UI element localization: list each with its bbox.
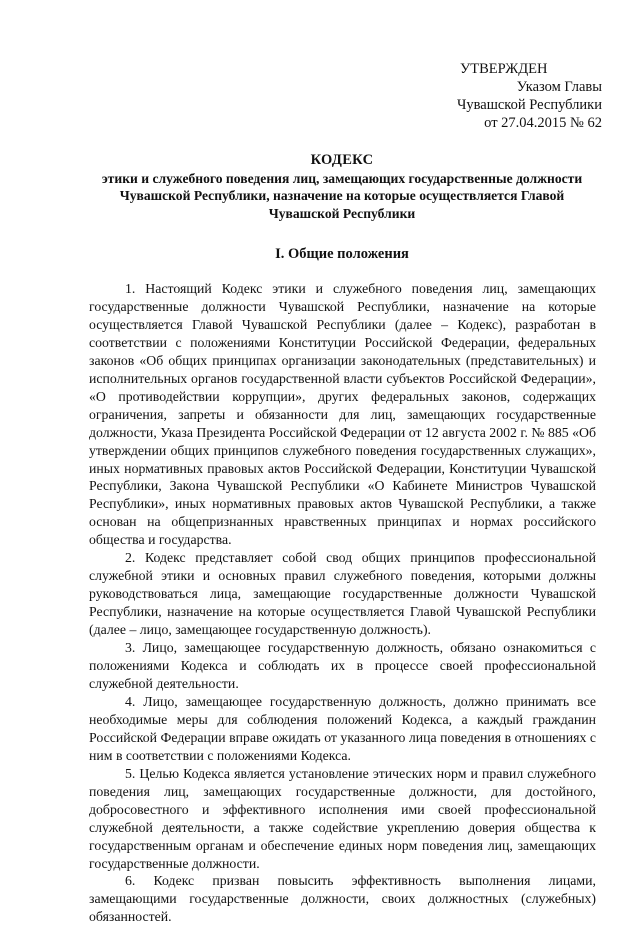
- paragraph-6: 6. Кодекс призван повысить эффективность выполнения лицами, замещающими государственные должности, своих должностных (служебных) обязанностей.: [89, 873, 596, 925]
- document-title-main: КОДЕКС: [310, 152, 374, 168]
- paragraph-1: 1. Настоящий Кодекс этики и служебного поведения лиц, замещающих государственные должности Чувашской Республики, назначение на которые осуществляется Главой Чувашской Республики (далее – Кодекс), разработан в соответствии с положениями Конституции Российской Федерации, федеральных законов «Об общих принципах организации законодательных (представительных) и исполнительных органов государственной власти субъектов Российской Федерации», «О противодействии коррупции», других федеральных законов, содержащих ограничения, запреты и обязанности для лиц, замещающих государственные должности, Указа Президента Российской Федерации от 12 августа 2002 г. № 885 «Об утверждении общих принципов служебного поведения государственных служащих», иных нормативных правовых актов Российской Федерации, Конституции Чувашской Республики, Закона Чувашской Республики «О Кабинете Министров Чувашской Республики», иных нормативных правовых актов Чувашской Республики, а также основан на общепризнанных нравственных принципах и нормах российского общества и государства.: [89, 281, 596, 548]
- approval-date-number: от 27.04.2015 № 62: [484, 115, 602, 131]
- approval-authority: Чувашской Республики: [456, 97, 602, 113]
- paragraph-5: 5. Целью Кодекса является установление этических норм и правил служебного поведения лиц, замещающих государственные должности, для достойного, добросовестного и эффективного исполнения ими своей профессиональной служебной деятельности, а также содействие укреплению доверия общества к государственным органам и обеспечение единых норм поведения лиц, замещающих государственные должности.: [89, 765, 596, 871]
- approval-stamp: [402, 60, 602, 132]
- document-body: [89, 280, 596, 926]
- paragraph-4: 4. Лицо, замещающее государственную должность, должно принимать все необходимые меры для соблюдения положений Кодекса, а каждый гражданин Российской Федерации вправе ожидать от указанного лица поведения в отношениях с ним в соответствии с положениями Кодекса.: [89, 693, 596, 763]
- paragraph-2: 2. Кодекс представляет собой свод общих принципов профессиональной служебной этики и основных правил служебного поведения, которыми должны руководствоваться лица, замещающие государственные должности Чувашской Республики, назначение на которые осуществляется Главой Чувашской Республики (далее – лицо, замещающее государственную должность).: [89, 550, 596, 638]
- section-heading: I. Общие положения: [275, 246, 409, 262]
- paragraph-3: 3. Лицо, замещающее государственную должность, обязано ознакомиться с положениями Кодекса и соблюдать их в процессе своей профессиональной служебной деятельности.: [89, 640, 596, 691]
- document-title-subtitle: этики и служебного поведения лиц, замещающих государственные должности Чувашской Республики, назначение на которые осуществляется Главой Чувашской Республики: [101, 170, 583, 221]
- approval-act: Указом Главы: [516, 79, 602, 95]
- approval-status: УТВЕРЖДЕН: [460, 61, 548, 77]
- document-title: [88, 152, 596, 222]
